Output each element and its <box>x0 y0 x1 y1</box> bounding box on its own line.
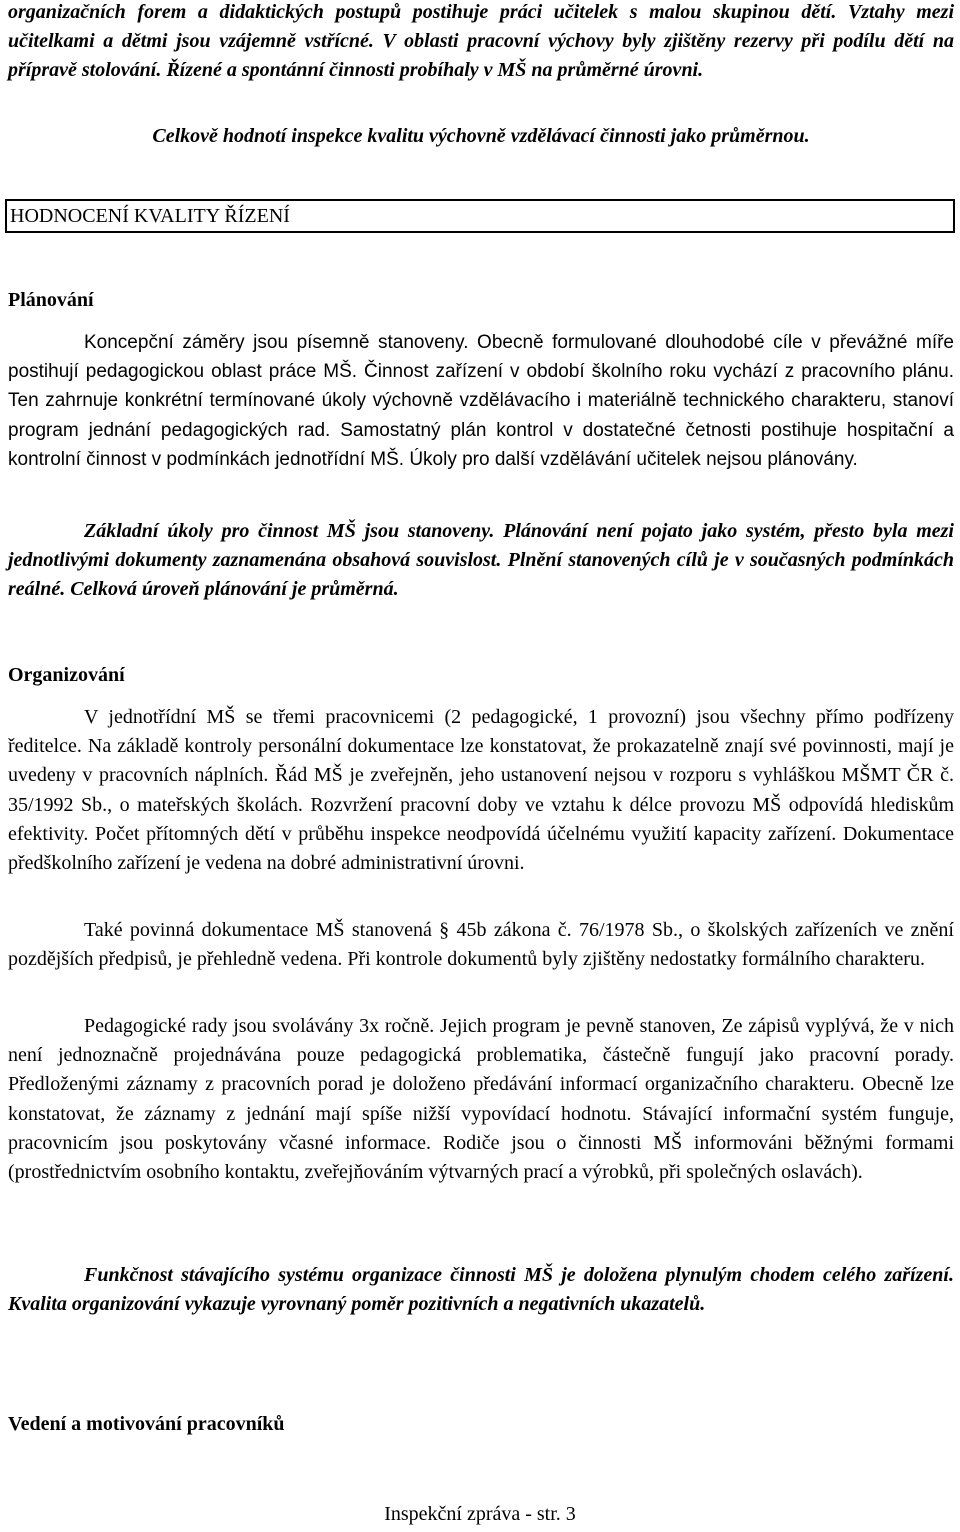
planovani-summary: Základní úkoly pro činnost MŠ jsou stanoveny. Plánování není pojato jako systém, přesto byla mezi jednotlivými dokumenty zaznamenána obsahová souvislost. Plnění stanovených cílů je v současných podmínkách reálné. Celková úroveň plánování je průměrná. <box>8 520 954 601</box>
intro-summary: Celkově hodnotí inspekce kvalitu výchovně vzdělávací činnosti jako průměrnou. <box>152 125 810 147</box>
section-title-box <box>5 199 955 233</box>
organizovani-summary: Funkčnost stávajícího systému organizace činnosti MŠ je doložena plynulým chodem celého zařízení. Kvalita organizování vykazuje vyrovnaný poměr pozitivních a negativních ukazatelů. <box>8 1264 954 1316</box>
section-title: HODNOCENÍ KVALITY ŘÍZENÍ <box>10 205 290 227</box>
organizovani-heading: Organizování <box>8 664 125 686</box>
vedeni-heading: Vedení a motivování pracovníků <box>8 1413 285 1435</box>
organizovani-paragraph-1: V jednotřídní MŠ se třemi pracovnicemi (2 pedagogické, 1 provozní) jsou všechny přímo podřízeny ředitelce. Na základě kontroly personální dokumentace lze konstatovat, že prokazatelně znají své povinnosti, mají je uvedeny v pracovních náplních. Řád MŠ je zveřejněn, jeho ustanovení nejsou v rozporu s vyhláškou MŠMT ČR č. 35/1992 Sb., o mateřských školách. Rozvržení pracovní doby ve vztahu k délce provozu MŠ odpovídá hlediskům efektivity. Počet přítomných dětí v průběhu inspekce neodpovídá účelnému využití kapacity zařízení. Dokumentace předškolního zařízení je vedena na dobré administrativní úrovni. <box>8 706 954 875</box>
page-footer: Inspekční zpráva - str. 3 <box>384 1503 576 1525</box>
intro-paragraph: organizačních forem a didaktických postupů postihuje práci učitelek s malou skupinou dětí. Vztahy mezi učitelkami a dětmi jsou vzájemně vstřícné. V oblasti pracovní výchovy byly zjištěny rezervy při podílu dětí na přípravě stolování. Řízené a spontánní činnosti probíhaly v MŠ na průměrné úrovni. <box>8 1 954 82</box>
planovani-heading: Plánování <box>8 289 94 311</box>
organizovani-paragraph-3: Pedagogické rady jsou svolávány 3x ročně. Jejich program je pevně stanoven, Ze zápisů vyplývá, že v nich není jednoznačně projednávána pouze pedagogická problematika, částečně fungují jako pracovní porady. Předloženými záznamy z pracovních porad je doloženo předávání informací organizačního charakteru. Obecně lze konstatovat, že záznamy z jednání mají spíše nižší vypovídací hodnotu. Stávající informační systém funguje, pracovnicím jsou poskytovány včasné informace. Rodiče jsou o činnosti MŠ informováni běžnými formami (prostřednictvím osobního kontaktu, zveřejňováním výtvarných prací a výrobků, při společných oslavách). <box>8 1015 954 1184</box>
planovani-paragraph: Koncepční záměry jsou písemně stanoveny. Obecně formulované dlouhodobé cíle v převážné míře postihují pedagogickou oblast práce MŠ. Činnost zařízení v období školního roku vychází z pracovního plánu. Ten zahrnuje konkrétní termínované úkoly výchovně vzdělávacího i materiálně technického charakteru, stanoví program jednání pedagogických rad. Samostatný plán kontrol v dostatečné četnosti postihuje hospitační a kontrolní činnost v podmínkách jednotřídní MŠ. Úkoly pro další vzdělávání učitelek nejsou plánovány. <box>8 332 954 470</box>
organizovani-paragraph-2: Také povinná dokumentace MŠ stanovená § 45b zákona č. 76/1978 Sb., o školských zařízeních ve znění pozdějších předpisů, je přehledně vedena. Při kontrole dokumentů byly zjištěny nedostatky formálního charakteru. <box>8 919 954 971</box>
